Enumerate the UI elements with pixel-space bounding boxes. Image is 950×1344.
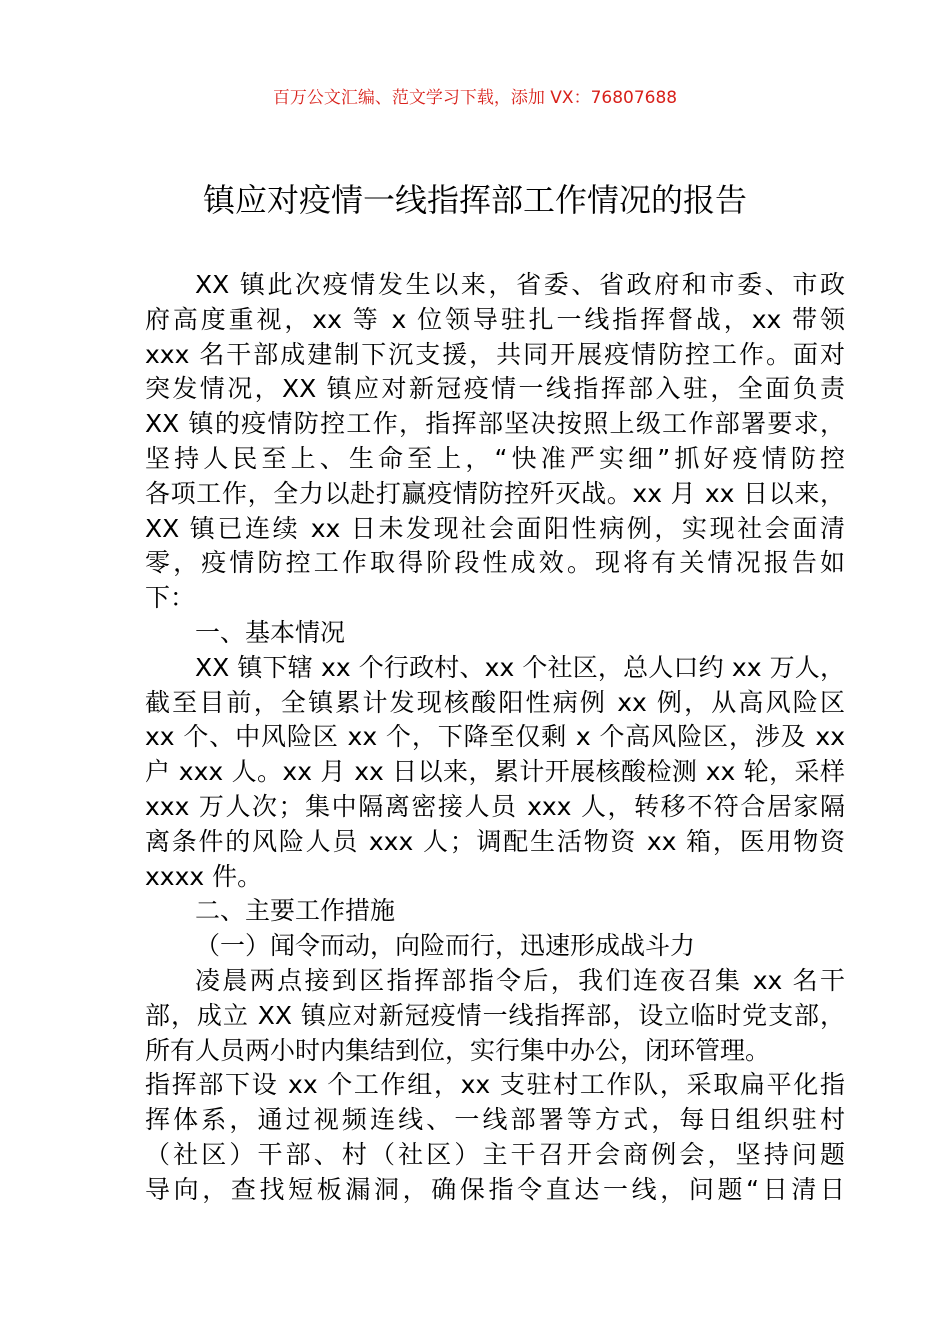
paragraph-line: xxxx 件。	[145, 861, 263, 891]
paragraph-line: xx 个、中风险区 xx 个，下降至仅剩 x 个高风险区，涉及 xx	[145, 722, 845, 752]
paragraph-line: XX 镇已连续 xx 日未发现社会面阳性病例，实现社会面清	[145, 513, 845, 543]
paragraph-line: 导向，查找短板漏洞，确保指令直达一线，问题“日清日	[145, 1174, 845, 1204]
paragraph-line: xxx 名干部成建制下沉支援，共同开展疫情防控工作。面对	[145, 339, 845, 369]
section-heading-basic-situation: 一、基本情况	[195, 617, 346, 647]
paragraph-line: 离条件的风险人员 xxx 人；调配生活物资 xx 箱，医用物资	[145, 826, 845, 856]
paragraph-line: 所有人员两小时内集结到位，实行集中办公，闭环管理。	[145, 1035, 771, 1065]
paragraph-line: 户 xxx 人。xx 月 xx 日以来，累计开展核酸检测 xx 轮，采样	[145, 757, 845, 787]
paragraph-line: XX 镇的疫情防控工作，指挥部坚决按照上级工作部署要求，	[145, 409, 845, 439]
header-banner: 百万公文汇编、范文学习下载，添加 VX：76807688	[272, 88, 678, 108]
paragraph-line: 各项工作，全力以赴打赢疫情防控歼灭战。xx 月 xx 日以来，	[145, 478, 845, 508]
paragraph-line: xxx 万人次；集中隔离密接人员 xxx 人，转移不符合居家隔	[145, 791, 845, 821]
paragraph-line: （社区）干部、村（社区）主干召开会商例会，坚持问题	[145, 1139, 845, 1169]
paragraph-line: 挥体系，通过视频连线、一线部署等方式，每日组织驻村	[145, 1105, 845, 1135]
paragraph-line: 零，疫情防控工作取得阶段性成效。现将有关情况报告如	[145, 548, 845, 578]
document-body	[145, 268, 845, 1208]
paragraph-line: 部，成立 XX 镇应对新冠疫情一线指挥部，设立临时党支部，	[145, 1000, 845, 1030]
paragraph-line: 指挥部下设 xx 个工作组，xx 支驻村工作队，采取扁平化指	[145, 1070, 845, 1100]
paragraph-line: 突发情况，XX 镇应对新冠疫情一线指挥部入驻，全面负责	[145, 374, 845, 404]
paragraph-line: 截至目前，全镇累计发现核酸阳性病例 xx 例，从高风险区	[145, 687, 845, 717]
section-heading-main-measures: 二、主要工作措施	[195, 896, 396, 926]
paragraph-line: 下：	[145, 583, 196, 613]
subsection-heading-one: （一）闻令而动，向险而行，迅速形成战斗力	[195, 931, 696, 961]
paragraph-line: XX 镇下辖 xx 个行政村、xx 个社区，总人口约 xx 万人，	[195, 652, 845, 682]
paragraph-line: 府高度重视，xx 等 x 位领导驻扎一线指挥督战，xx 带领	[145, 304, 845, 334]
paragraph-line: 坚持人民至上、生命至上，“快准严实细”抓好疫情防控	[145, 443, 845, 473]
paragraph-line: 凌晨两点接到区指挥部指令后，我们连夜召集 xx 名干	[195, 965, 845, 995]
document-title: 镇应对疫情一线指挥部工作情况的报告	[202, 181, 747, 219]
paragraph-line: XX 镇此次疫情发生以来，省委、省政府和市委、市政	[195, 270, 845, 299]
